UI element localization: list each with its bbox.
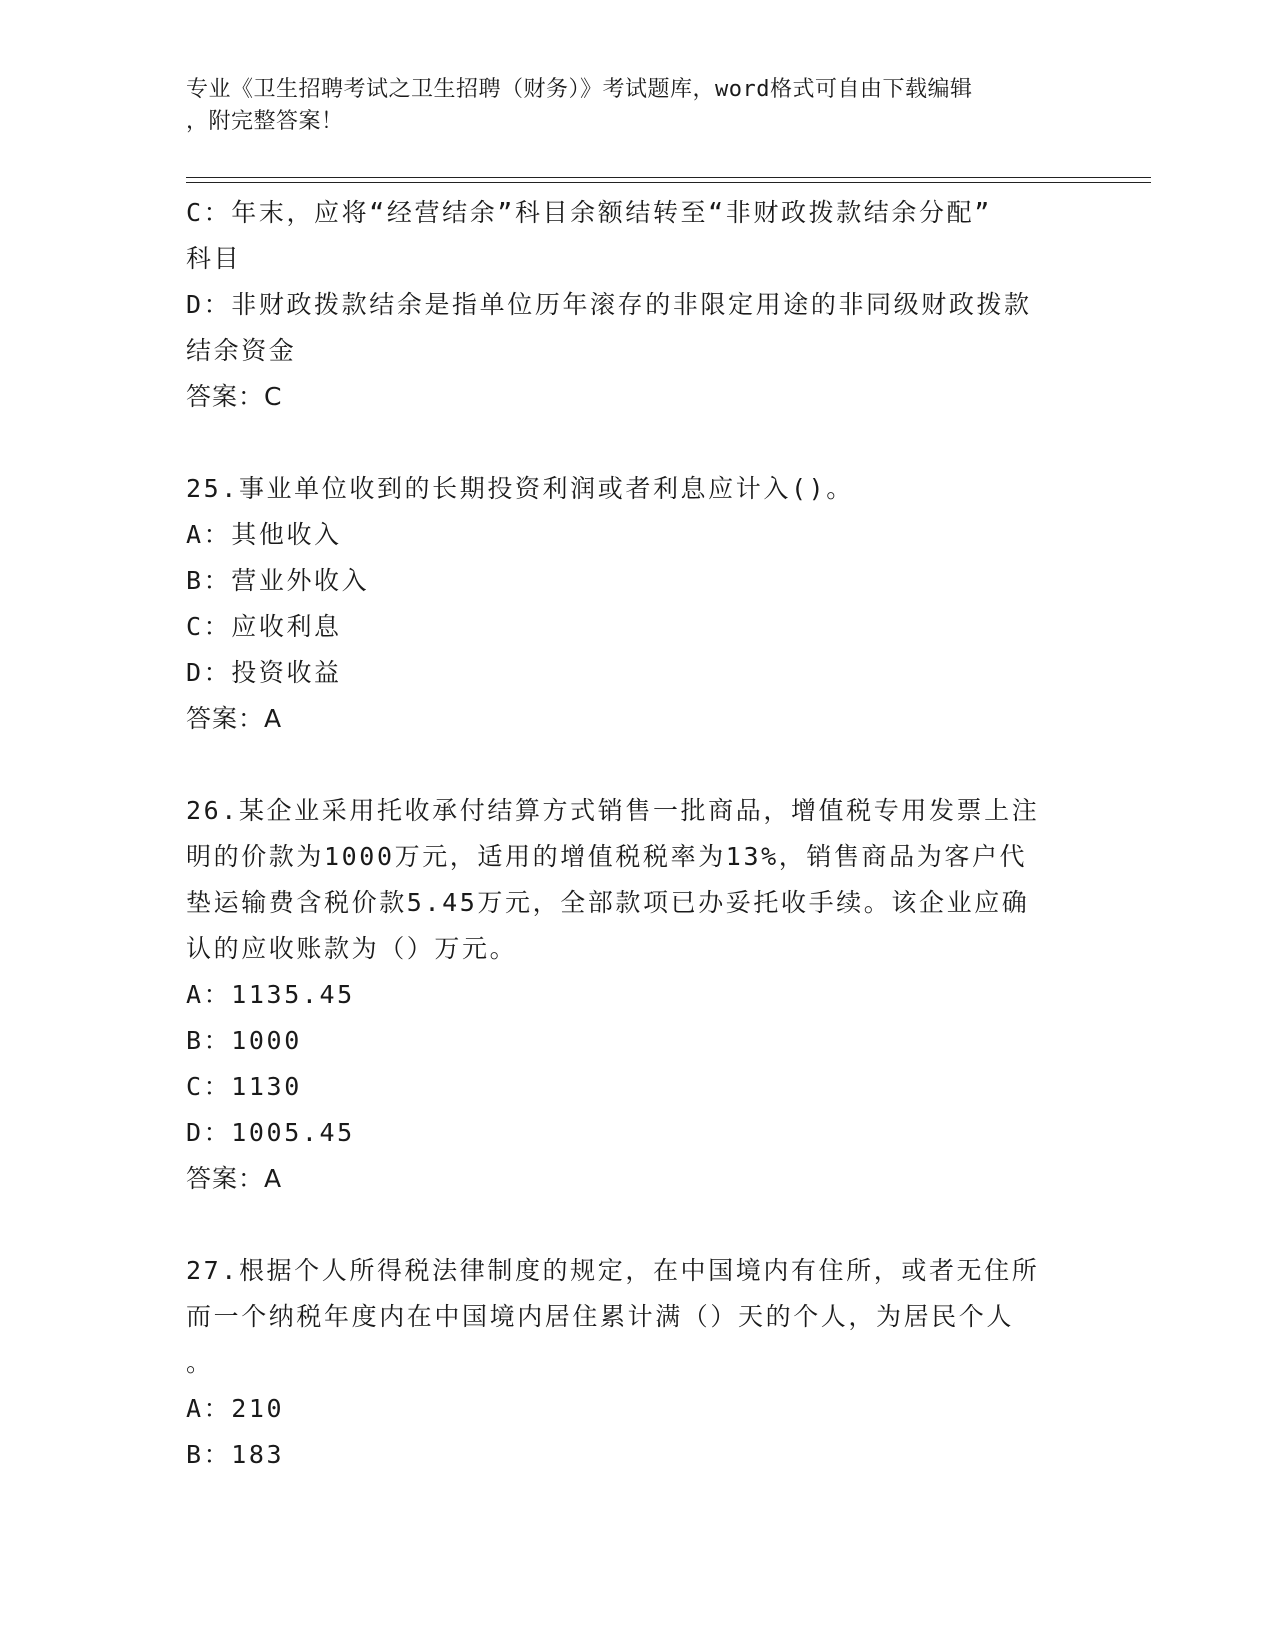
question-27-option-a: A：210 <box>186 1394 285 1423</box>
question-27-stem-line-2: 而一个纳税年度内在中国境内居住累计满（）天的个人，为居民个人 <box>186 1302 1015 1331</box>
question-26-option-a: A：1135.45 <box>186 980 355 1009</box>
header-divider-top <box>186 177 1151 178</box>
question-content <box>186 190 1086 1478</box>
question-25-stem: 25.事业单位收到的长期投资利润或者利息应计入()。 <box>186 474 854 503</box>
header-line-1: 专业《卫生招聘考试之卫生招聘（财务）》考试题库，word格式可自由下载编辑 <box>186 77 973 102</box>
question-27-stem-line-3: 。 <box>186 1348 214 1377</box>
question-25-option-b: B：营业外收入 <box>186 566 370 595</box>
question-26-option-d: D：1005.45 <box>186 1118 355 1147</box>
option-d-line-2: 结余资金 <box>186 336 297 365</box>
question-26-option-c: C：1130 <box>186 1072 302 1101</box>
question-26-stem-line-1: 26.某企业采用托收承付结算方式销售一批商品，增值税专用发票上注 <box>186 796 1040 825</box>
question-25-option-a: A：其他收入 <box>186 520 342 549</box>
question-26-stem-line-4: 认的应收账款为（）万元。 <box>186 934 518 963</box>
question-25-option-c: C：应收利息 <box>186 612 342 641</box>
option-c-line-2: 科目 <box>186 244 242 273</box>
question-26-stem-line-2: 明的价款为1000万元，适用的增值税税率为13%，销售商品为客户代 <box>186 842 1028 871</box>
question-26-stem-line-3: 垫运输费含税价款5.45万元，全部款项已办妥托收手续。该企业应确 <box>186 888 1030 917</box>
question-27-stem-line-1: 27.根据个人所得税法律制度的规定，在中国境内有住所，或者无住所 <box>186 1256 1040 1285</box>
option-c-line-1: C：年末，应将“经营结余”科目余额结转至“非财政拨款结余分配” <box>186 198 992 227</box>
question-25-option-d: D：投资收益 <box>186 658 342 687</box>
spacer <box>186 1202 1086 1248</box>
document-header <box>186 74 1076 138</box>
question-27-option-b: B：183 <box>186 1440 285 1469</box>
spacer <box>186 420 1086 466</box>
option-d-line-1: D：非财政拨款结余是指单位历年滚存的非限定用途的非同级财政拨款 <box>186 290 1032 319</box>
answer-25: 答案：A <box>186 704 283 733</box>
header-divider-bottom <box>186 182 1151 183</box>
answer-26: 答案：A <box>186 1164 283 1193</box>
spacer <box>186 742 1086 788</box>
header-line-2: ，附完整答案！ <box>186 109 344 134</box>
question-26-option-b: B：1000 <box>186 1026 302 1055</box>
answer-24: 答案：C <box>186 382 283 411</box>
